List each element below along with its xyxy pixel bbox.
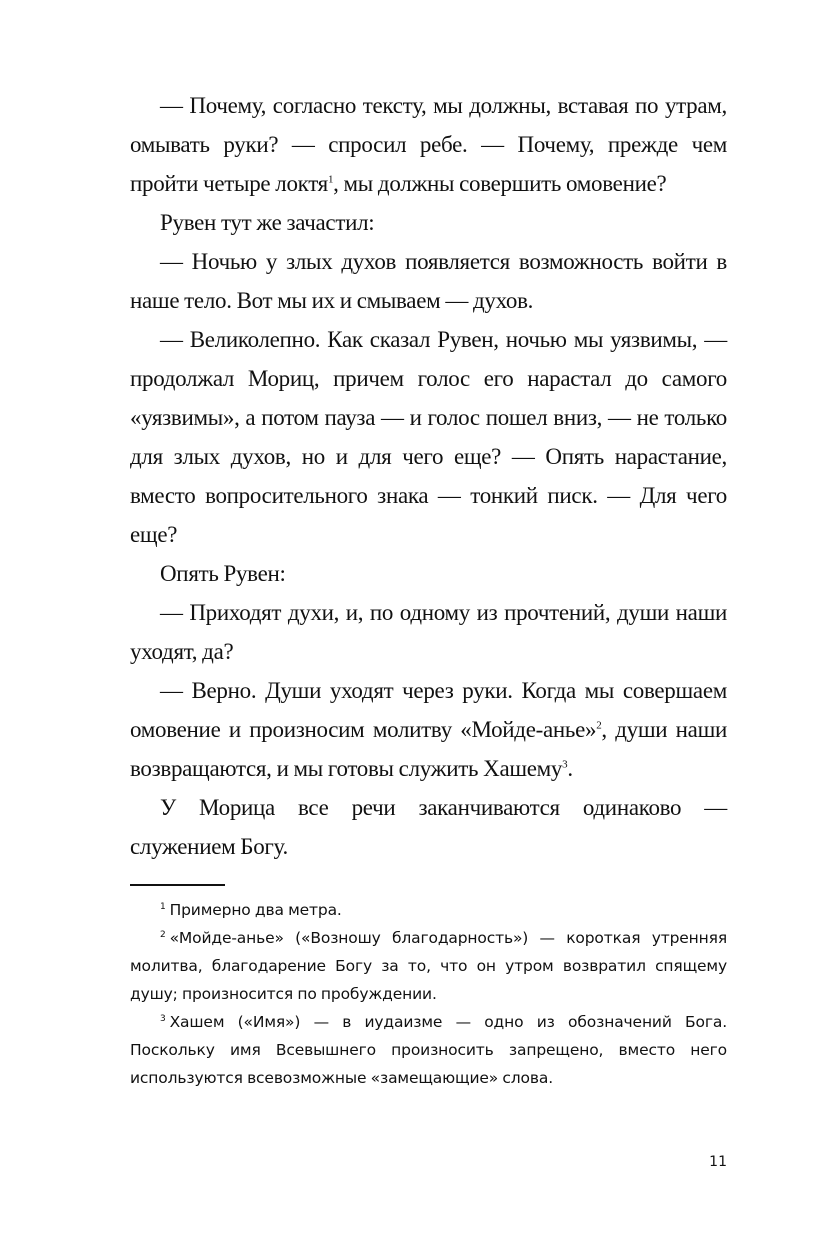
footnote-text: «Мойде-анье» («Возношу благодарность») — короткая утренняя молитва, благодарение Богу за то, что он утром возвратил спящему душу; произносится по пробуждении. <box>130 929 727 1003</box>
paragraph: — Приходят духи, и, по одному из прочтений, души наши уходят, да? <box>130 600 727 664</box>
footnote-number: 3 <box>160 1013 166 1024</box>
main-text <box>130 86 727 866</box>
footnote-divider <box>130 884 225 886</box>
footnote <box>130 924 727 1008</box>
footnote-ref: 1 <box>327 173 334 186</box>
footnotes <box>130 896 727 1092</box>
footnote <box>130 896 727 924</box>
paragraph: Рувен тут же зачастил: <box>160 210 375 235</box>
footnote-ref: 3 <box>562 758 568 771</box>
paragraph: — Великолепно. Как сказал Рувен, ночью мы уязвимы, — продолжал Мориц, причем голос его нарастал до самого «уязвимы», а потом пауза — и голос пошел вниз, — не только для злых духов, но и для чего еще? — Опять нарастание, вместо вопросительного знака — тонкий писк. — Для чего еще? <box>130 327 727 547</box>
footnote-text: Примерно два метра. <box>169 901 342 919</box>
footnote <box>130 1008 727 1092</box>
paragraph: — Ночью у злых духов появляется возможность войти в наше тело. Вот мы их и смываем — духов. <box>130 249 727 313</box>
page-number: 11 <box>709 1154 727 1170</box>
footnote-ref: 2 <box>596 719 602 732</box>
footnote-text: Хашем («Имя») — в иудаизме — одно из обозначений Бога. Поскольку имя Всевышнего произносить запрещено, вместо него используются всевозможные «замещающие» слова. <box>130 1013 727 1087</box>
paragraph: У Морица все речи заканчиваются одинаково — служением Богу. <box>130 795 727 859</box>
paragraph: Опять Рувен: <box>160 561 286 586</box>
footnote-number: 2 <box>160 929 166 940</box>
paragraph: — Почему, согласно тексту, мы должны, вставая по утрам, омывать руки? — спросил ребе. — Почему, прежде чем пройти четыре локтя$^1$, мы должны совершить омовение? <box>130 93 727 196</box>
paragraph: — Верно. Души уходят через руки. Когда мы совершаем омовение и произносим молитву «Мойде-анье»$^2$, души наши возвращаются, и мы готовы служить Хашему$^3$. <box>130 678 727 781</box>
footnote-number: 1 <box>160 901 166 912</box>
